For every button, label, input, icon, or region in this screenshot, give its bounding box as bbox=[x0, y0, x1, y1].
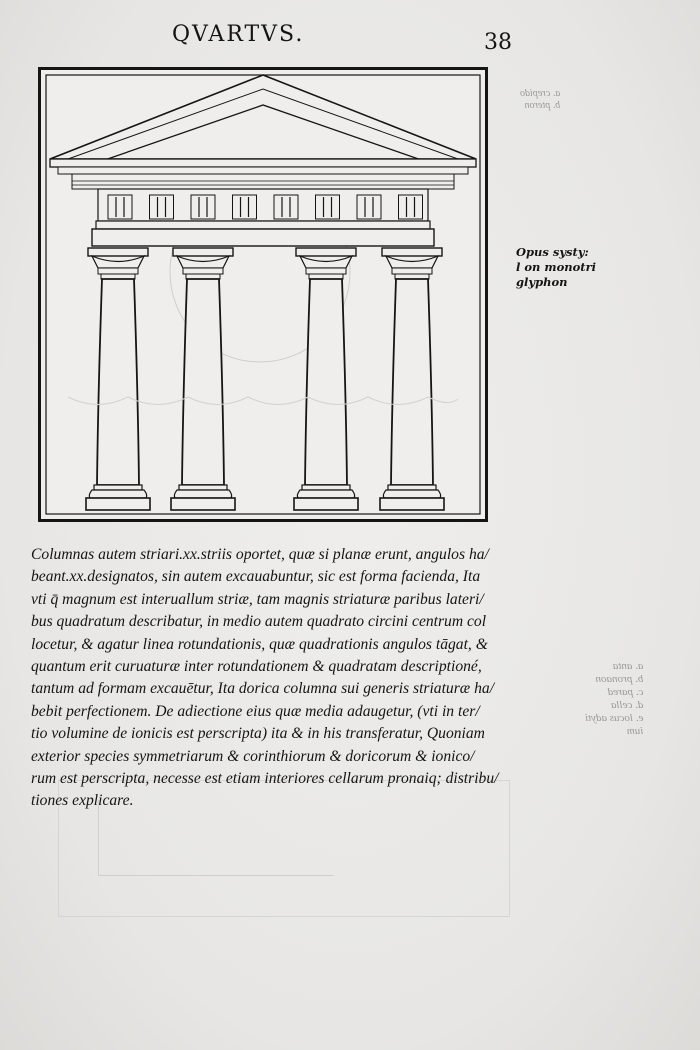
bleed-line: d. cella bbox=[610, 699, 644, 711]
bleed-through-right-note bbox=[585, 660, 643, 738]
margin-note-line: Opus systy: bbox=[516, 245, 589, 259]
cornice bbox=[50, 159, 476, 167]
bleed-line: ium bbox=[626, 725, 644, 737]
text-line: tantum ad formam excauētur, Ita dorica columna sui generis striaturæ ha/ bbox=[31, 680, 495, 698]
bleed-line: a. anta bbox=[612, 660, 644, 672]
text-line: locetur, & agatur linea rotundationis, quæ quadrationis angulos tāgat, & bbox=[31, 635, 488, 653]
text-line: exterior species symmetriarum & corinthiorum & doricorum & ionico/ bbox=[31, 747, 475, 765]
text-line: bus quadratum describatur, in medio autem quadrato circini centrum col bbox=[31, 613, 487, 631]
text-line: rum est perscripta, necesse est etiam interiores cellarum pronaiq; distribu/ bbox=[31, 770, 499, 788]
running-title: QVARTVS. bbox=[172, 22, 305, 47]
text-line: tiones explicare. bbox=[31, 792, 134, 810]
bleed-line: a. crepido bbox=[520, 88, 561, 99]
text-line: vti q̄ magnum est interuallum striæ, tam magnis striaturæ paribus lateri/ bbox=[31, 590, 484, 608]
margin-note-line: l on monotri bbox=[516, 260, 597, 274]
bleed-line: e. locus adyti bbox=[585, 712, 644, 724]
text-line: tio volumine de ionicis est perscripta) ita & in his transferatur, Quoniam bbox=[31, 725, 485, 743]
bleed-line: b. pronaon bbox=[595, 673, 644, 685]
margin-note bbox=[516, 245, 606, 290]
bleed-through-top-note bbox=[520, 88, 560, 112]
page-number: 38 bbox=[484, 30, 512, 55]
cornice-fascia bbox=[58, 167, 468, 174]
woodcut-plate bbox=[38, 67, 488, 522]
temple-elevation-illustration bbox=[38, 67, 488, 522]
architrave-band bbox=[96, 221, 430, 229]
margin-note-line: glyphon bbox=[516, 275, 568, 289]
body-paragraph bbox=[31, 544, 511, 813]
text-line: bebit perfectionem. De adiectione eius quæ media adaugetur, (vti in ter/ bbox=[31, 702, 480, 720]
corona bbox=[72, 174, 454, 189]
bleed-line: b. pteron bbox=[524, 100, 561, 111]
text-line: quantum erit curuaturæ inter rotundationem & quadratam descriptioné, bbox=[31, 658, 482, 676]
text-line: Columnas autem striari.xx.striis oportet, quæ si planæ erunt, angulos ha/ bbox=[31, 546, 489, 563]
architrave bbox=[92, 229, 434, 246]
bleed-line: c. pared bbox=[607, 686, 644, 698]
text-line: beant.xx.designatos, sin autem excauabuntur, sic est forma facienda, Ita bbox=[31, 568, 481, 586]
